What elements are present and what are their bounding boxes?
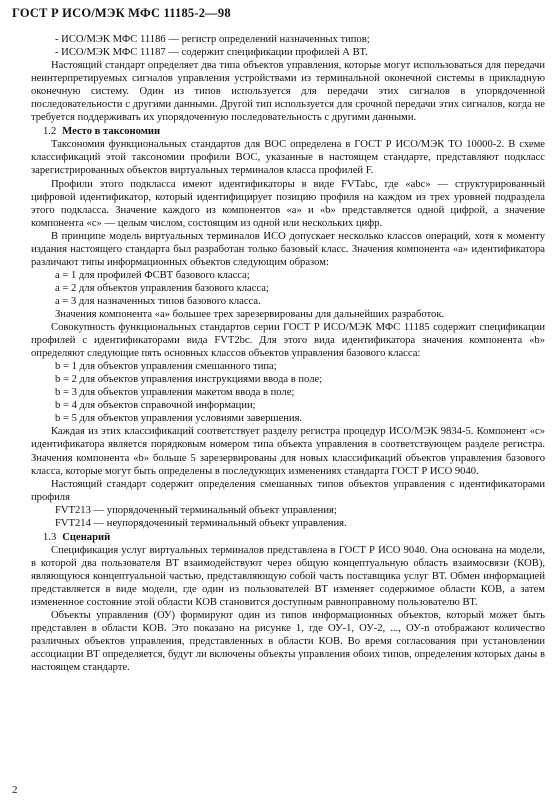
list-item: FVT214 — неупорядоченный терминальный объект управления.	[55, 517, 347, 529]
paragraph: Совокупность функциональных стандартов серии ГОСТ Р ИСО/МЭК МФС 11185 содержит спецификации профилей с идентификаторами вида FVT2bc. Для этого вида идентификатора значения компонента «b» определяют следующие пять основных классов объектов управления базового класса:	[31, 322, 545, 360]
paragraph: Настоящий стандарт содержит определения смешанных типов объектов управления с идентификаторами профиля	[31, 478, 545, 503]
section-title: Место в таксономии	[62, 126, 161, 138]
page-header-title: ГОСТ Р ИСО/МЭК МФС 11185-2—98	[12, 6, 231, 20]
page-number: 2	[12, 784, 18, 796]
paragraph: Таксономия функциональных стандартов для ВОС определена в ГОСТ Р ИСО/МЭК ТО 10000-2. В схеме классификаций этой таксономии профили ВОС, указанные в настоящем стандарте, представляют подкласс зарегистрированных объектов виртуальных терминалов класса профилей F.	[31, 139, 545, 177]
section-number: 1.2	[43, 126, 57, 138]
document-body	[31, 33, 545, 674]
list-item: b = 1 для объектов управления смешанного типа;	[55, 361, 277, 373]
list-item: - ИСО/МЭК МФС 11186 — регистр определений назначенных типов;	[55, 34, 370, 45]
paragraph: Настоящий стандарт определяет два типа объектов управления, которые могут использоваться для передачи неинтерпретируемых сигналов управления устройствами из терминальной оконечной системы в прикладную оконечную систему. Один из типов используется для передачи этих сигналов в упорядоченной последовательности с другими данными. Другой тип используется для срочной передачи этих сигналов, когда не требуется поддерживать их упорядоченную последовательность с другими данными.	[31, 60, 545, 124]
paragraph: Объекты управления (ОУ) формируют один из типов информационных объектов, который может быть представлен в области КОВ. Это показано на рисунке 1, где ОУ-1, ОУ-2, ..., ОУ-n отображают количество различных объектов управления, представленных в области КОВ. Во время согласования при установлении ассоциации ВТ определяется, будут ли включены объекты управления обоих типов, определения которых даны в настоящем стандарте.	[31, 610, 545, 674]
list-item: a = 2 для объектов управления базового класса;	[55, 282, 269, 294]
list-item: b = 5 для объектов управления условиями завершения.	[55, 413, 303, 425]
list-item: a = 1 для профилей ФСВТ базового класса;	[55, 269, 250, 281]
list-item: b = 4 для объектов справочной информации;	[55, 400, 256, 412]
list-item: a = 3 для назначенных типов базового класса.	[55, 295, 261, 307]
section-heading	[31, 531, 545, 544]
list-item: b = 2 для объектов управления инструкциями ввода в поле;	[55, 374, 323, 386]
list-item: - ИСО/МЭК МФС 11187 — содержит спецификации профилей А ВТ.	[55, 47, 368, 59]
list-item: Значения компонента «a» большее трех зарезервированы для дальнейших разработок.	[55, 308, 445, 320]
list-item: b = 3 для объектов управления макетом ввода в поле;	[55, 387, 295, 399]
section-title: Сценарий	[62, 531, 111, 543]
paragraph: В принципе модель виртуальных терминалов ИСО допускает несколько классов операций, хотя к моменту издания настоящего стандарта был разработан только базовый класс. Значения компонента «a» идентификатора различают типы информационных объектов следующим образом:	[31, 230, 545, 268]
paragraph: Каждая из этих классификаций соответствует разделу регистра процедур ИСО/МЭК 9834-5. Компонент «c» идентификатора является порядковым номером типа объекта управления в соответствующем разделе регистра. Значения компонента «b» больше 5 зарезервированы для новых классификаций объектов управления базового класса, которые могут быть определены в последующих изменениях стандарта ГОСТ Р ИСО 9040.	[31, 426, 545, 477]
section-number: 1.3	[43, 531, 57, 543]
list-item: FVT213 — упорядоченный терминальный объект управления;	[55, 504, 337, 516]
paragraph: Спецификация услуг виртуальных терминалов представлена в ГОСТ Р ИСО 9040. Она основана на модели, в которой два пользователя ВТ взаимодействуют через общую концептуальную область взаимосвязи (КОВ), являющуюся концептуальной частью, представляющую собой часть поставщика услуг ВТ. Обмен информацией представляется в виде модели, где один из пользователей ВТ изменяет содержимое области КОВ, а затем измененное состояние этой области КОВ становится доступным равноправному пользователю ВТ.	[31, 544, 545, 609]
section-heading	[31, 125, 545, 138]
paragraph: Профили этого подкласса имеют идентификаторы в виде FVTabc, где «abc» — структурированный цифровой идентификатор, который идентифицирует позицию профиля на каждом из трех уровней подраздела этого подкласса. Значение каждого из компонентов «a» и «b» представляется одной цифрой, а значение компонента «c» — целым числом, состоящим из одной или нескольких цифр.	[31, 178, 545, 229]
